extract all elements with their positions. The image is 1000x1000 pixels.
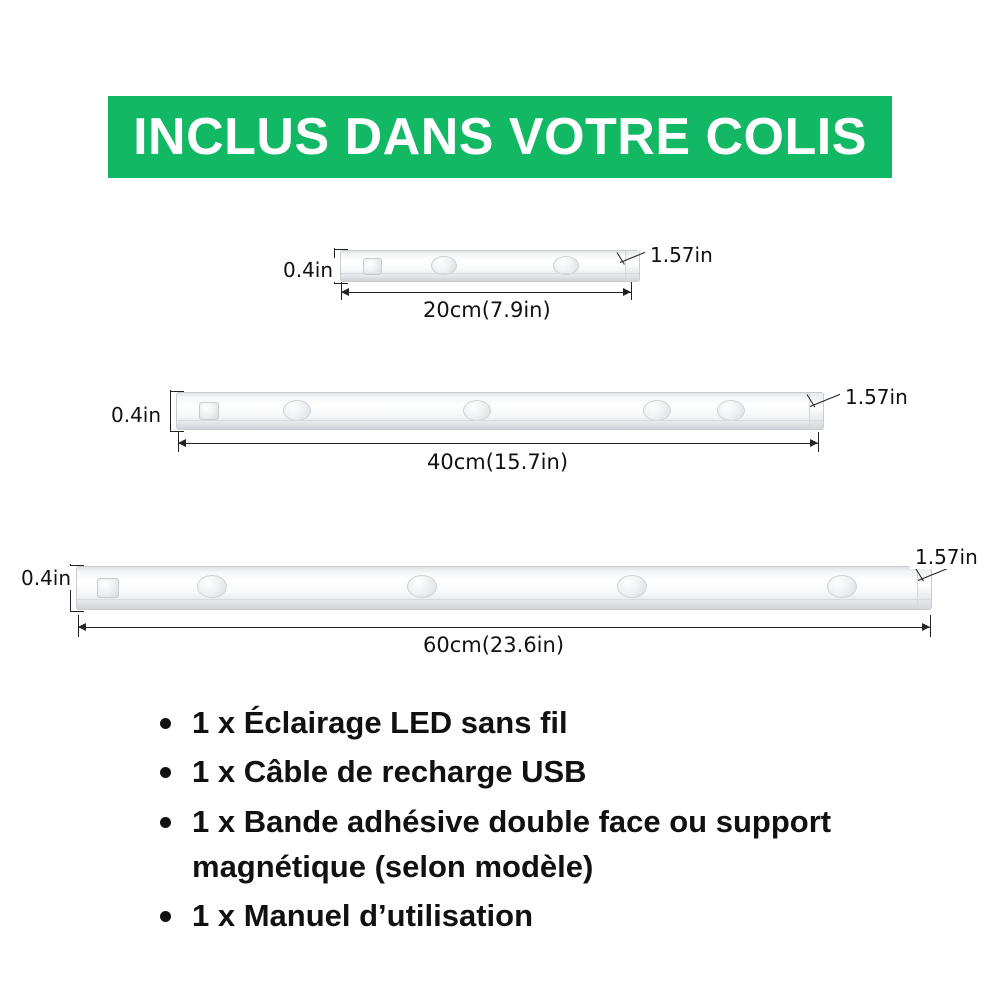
led-dot bbox=[197, 575, 227, 598]
dim-height-tick-top-20 bbox=[334, 249, 348, 250]
dim-height-label-40: 0.4in bbox=[106, 403, 166, 427]
dim-extension-left-60 bbox=[78, 615, 79, 637]
led-bar-60cm-body bbox=[76, 566, 932, 610]
dim-length-line-40 bbox=[178, 443, 818, 444]
led-dot bbox=[643, 400, 671, 421]
dim-arrow-right-20 bbox=[623, 288, 631, 296]
led-bar-20cm-body bbox=[340, 250, 640, 282]
list-item-label: 1 x Éclairage LED sans fil bbox=[192, 705, 568, 740]
led-dot bbox=[283, 400, 311, 421]
dim-arrow-left-20 bbox=[341, 288, 349, 296]
dim-length-label-40: 40cm(15.7in) bbox=[422, 450, 573, 474]
dim-height-tick-bottom-40 bbox=[170, 431, 184, 432]
list-item bbox=[150, 749, 950, 794]
dim-extension-left-40 bbox=[178, 432, 179, 452]
led-dot bbox=[407, 575, 437, 598]
dim-length-label-20: 20cm(7.9in) bbox=[418, 298, 556, 322]
dim-arrow-right-40 bbox=[810, 439, 818, 447]
dim-height-tick-top-40 bbox=[170, 391, 184, 392]
dim-extension-right-40 bbox=[818, 432, 819, 452]
dim-length-label-60: 60cm(23.6in) bbox=[418, 633, 569, 657]
list-item bbox=[150, 799, 950, 890]
bullet-icon bbox=[160, 911, 171, 922]
dim-length-line-60 bbox=[78, 627, 930, 628]
motion-sensor bbox=[199, 402, 219, 420]
list-item-label: 1 x Câble de recharge USB bbox=[192, 754, 587, 790]
list-item bbox=[150, 893, 950, 938]
package-contents-list bbox=[150, 700, 950, 942]
motion-sensor bbox=[97, 578, 119, 598]
led-dot bbox=[431, 256, 457, 275]
bullet-icon bbox=[160, 817, 171, 828]
end-cap bbox=[809, 393, 823, 429]
led-dot bbox=[617, 575, 647, 598]
dim-length-line-20 bbox=[341, 292, 631, 293]
dim-extension-right-20 bbox=[631, 282, 632, 300]
list-item-label: 1 x Manuel d’utilisation bbox=[192, 898, 534, 933]
dim-arrow-right-60 bbox=[922, 623, 930, 631]
list-item-label: 1 x Bande adhésive double face ou support magnétique (selon modèle) bbox=[192, 803, 832, 884]
motion-sensor bbox=[363, 258, 382, 275]
dim-extension-left-20 bbox=[341, 282, 342, 300]
dim-height-label-20: 0.4in bbox=[278, 258, 338, 282]
bullet-icon bbox=[160, 718, 171, 729]
dim-arrow-left-40 bbox=[178, 439, 186, 447]
list-item bbox=[150, 700, 950, 745]
dim-height-line-40 bbox=[170, 390, 171, 432]
led-bar-40cm-body bbox=[176, 392, 824, 430]
led-dot bbox=[463, 400, 491, 421]
dim-depth-label-60: 1.57in bbox=[910, 545, 983, 569]
dim-extension-right-60 bbox=[930, 615, 931, 637]
dim-depth-label-40: 1.57in bbox=[840, 385, 913, 409]
dim-height-label-60: 0.4in bbox=[16, 566, 76, 590]
led-dot bbox=[553, 256, 579, 275]
led-dot bbox=[827, 575, 857, 598]
led-dot bbox=[717, 400, 745, 421]
page-title: INCLUS DANS VOTRE COLIS bbox=[133, 108, 867, 166]
bullet-icon bbox=[160, 767, 171, 778]
dim-height-tick-bottom-60 bbox=[70, 611, 84, 612]
dim-arrow-left-60 bbox=[78, 623, 86, 631]
dim-depth-label-20: 1.57in bbox=[645, 243, 718, 267]
